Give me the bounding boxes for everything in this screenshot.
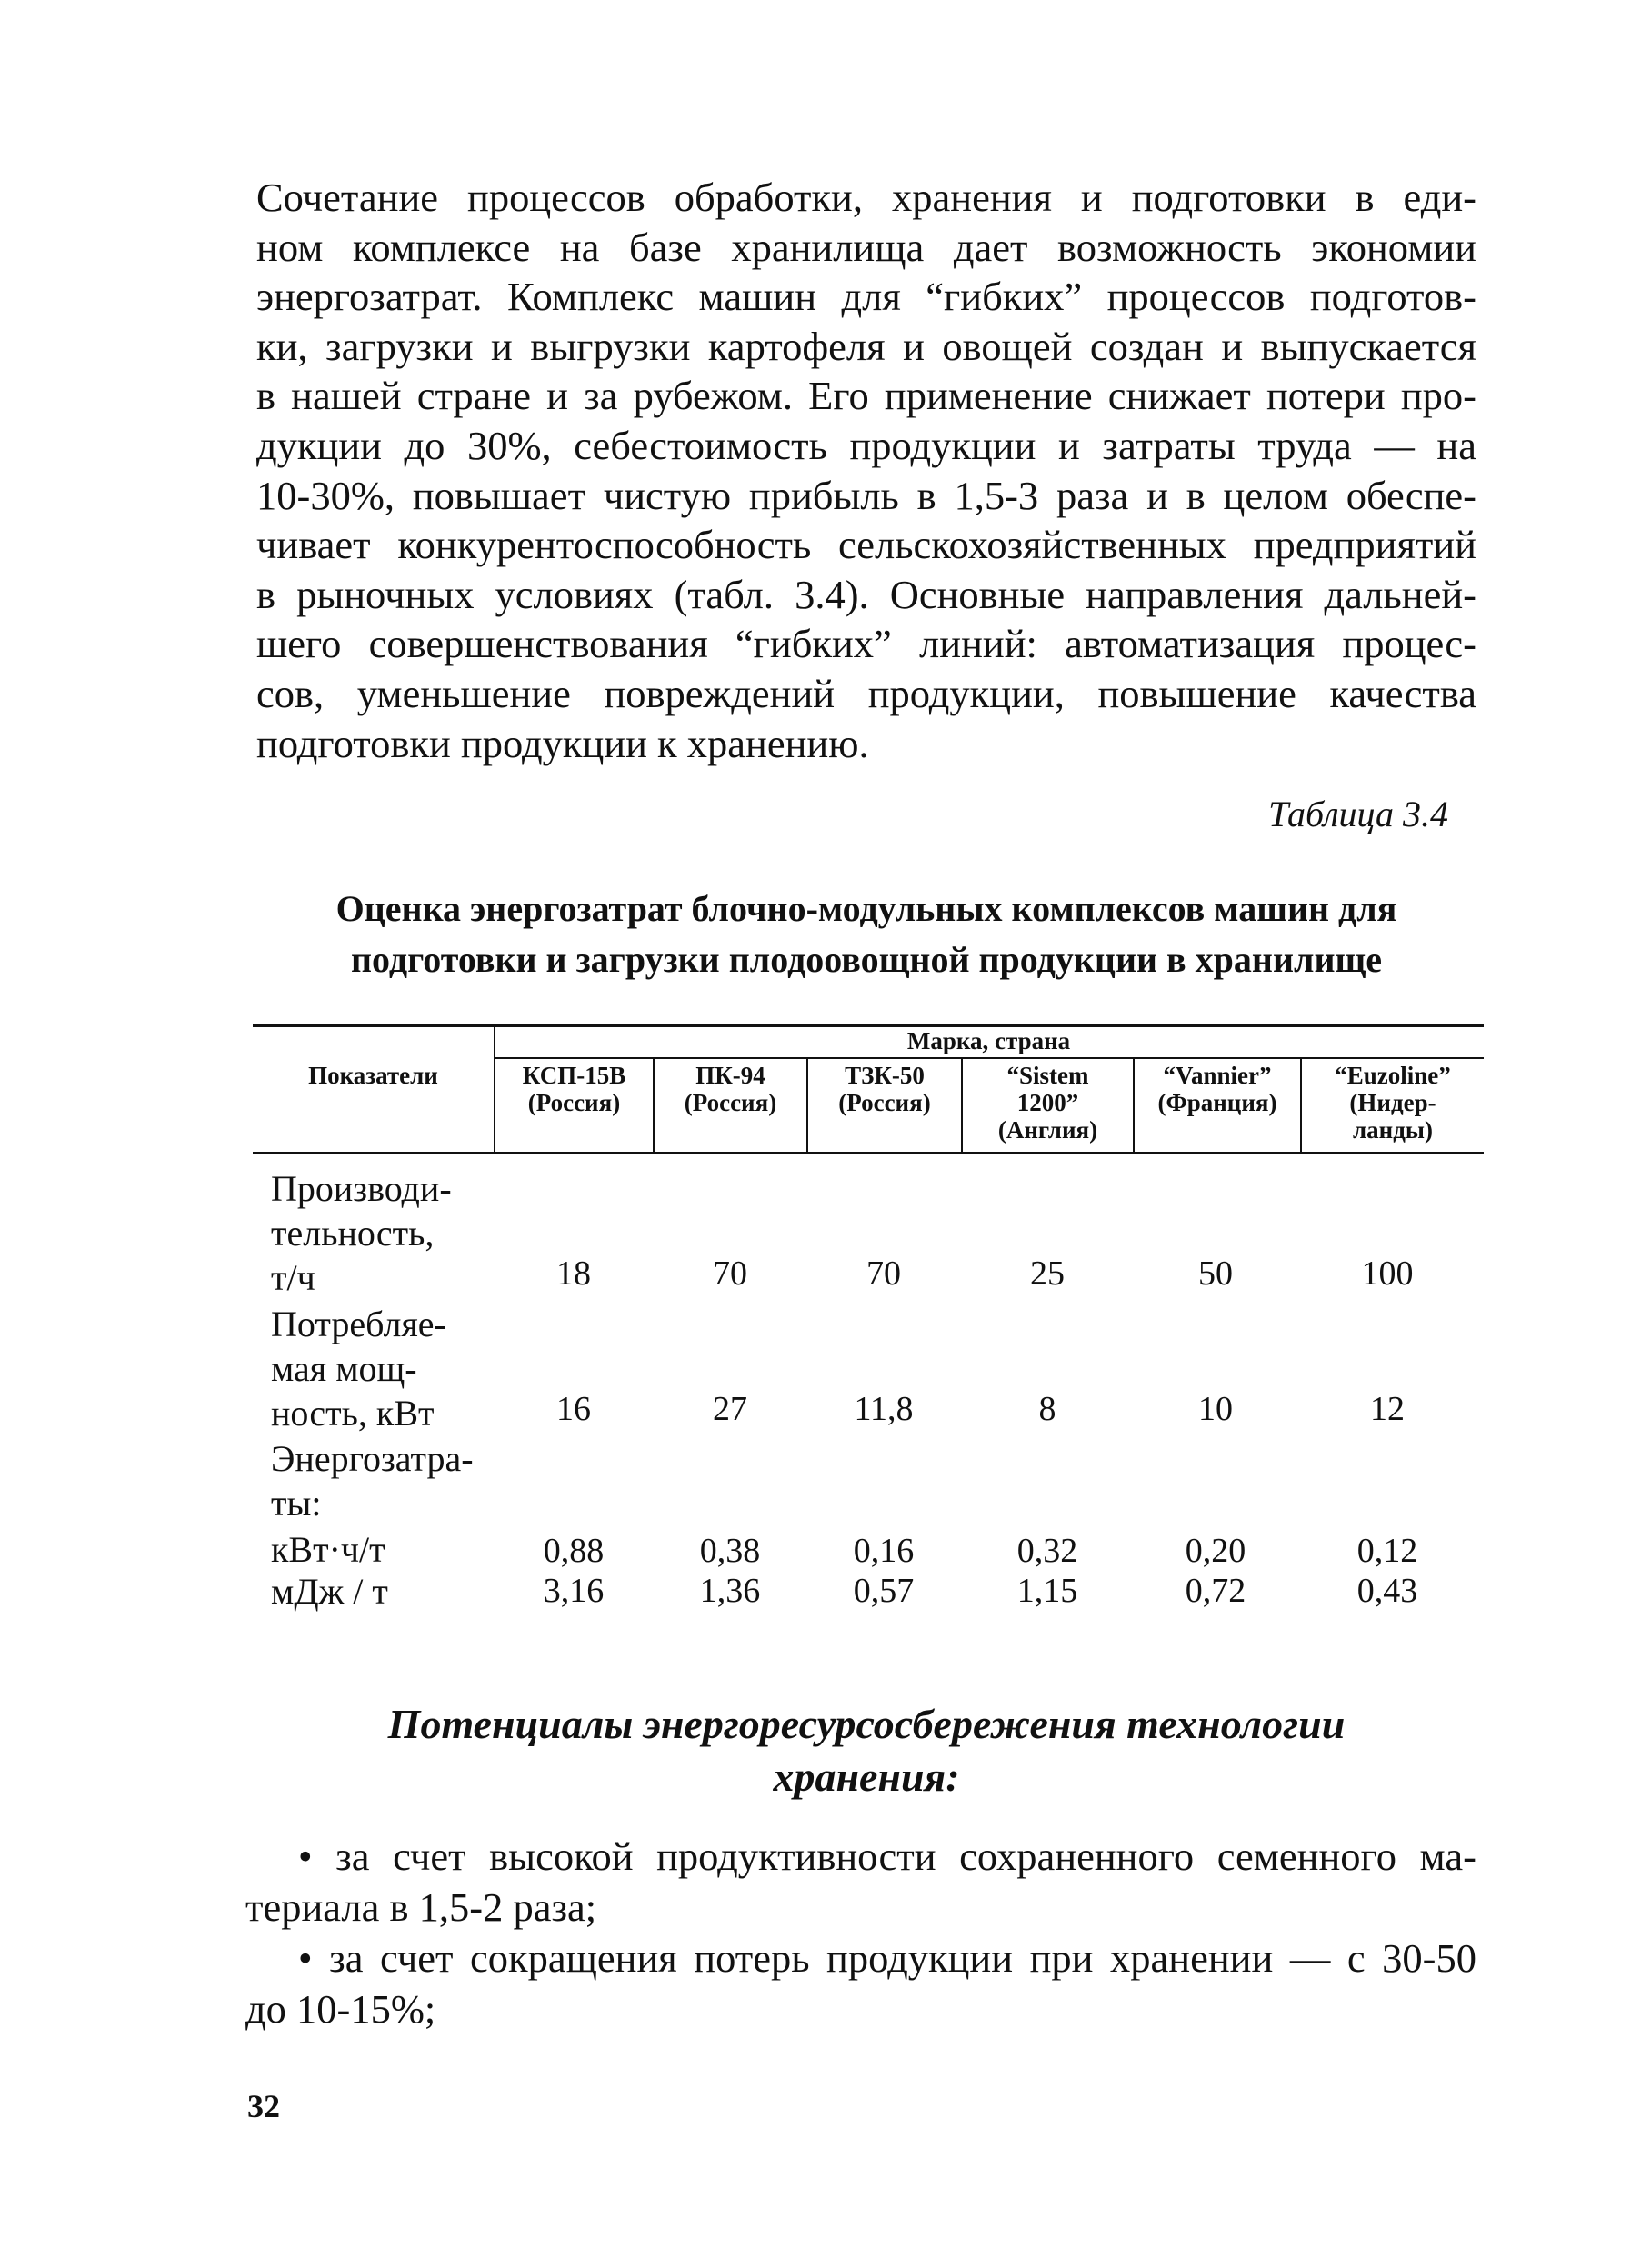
- page-number: 32: [247, 2088, 280, 2124]
- bullet-item: [245, 1933, 1476, 2034]
- row-label-power: [271, 1302, 446, 1435]
- paragraph-line: в нашей стране и за рубежом. Его применение снижает потери про-: [256, 373, 1476, 419]
- column-header-line: ланды): [1353, 1116, 1433, 1144]
- paragraph-line: в рыночных условиях (табл. 3.4). Основные направления дальней-: [256, 571, 1476, 617]
- row-label-line: тельность,: [271, 1213, 435, 1254]
- cell-value: 50: [1198, 1254, 1233, 1293]
- bullet-line: • за счет высокой продуктивности сохраненного семенного ма-: [298, 1833, 1476, 1879]
- stub-header: Показатели: [308, 1062, 438, 1089]
- paragraph-line: 10-30%, повышает чистую прибыль в 1,5-3 раза и в целом обеспе-: [256, 472, 1476, 518]
- column-header-line: ТЗК-50: [845, 1062, 925, 1089]
- header-bottom-rule: [253, 1152, 1484, 1154]
- column-header-line: (Россия): [527, 1089, 621, 1116]
- cell-value: 10: [1198, 1390, 1233, 1428]
- column-header-ksp15v: [495, 1062, 653, 1116]
- body-paragraph: [256, 173, 1476, 768]
- row-label-kwh: [271, 1527, 385, 1572]
- row-label-line: мДж / т: [271, 1571, 388, 1612]
- cell-value: 8: [1038, 1390, 1056, 1428]
- column-header-line: 1200”: [1016, 1089, 1079, 1116]
- column-header-line: (Россия): [838, 1089, 931, 1116]
- section-subheading: [256, 1698, 1476, 1803]
- cell-value: 11,8: [854, 1390, 914, 1428]
- bullet-item: [245, 1831, 1476, 1933]
- column-header-line: (Англия): [997, 1116, 1098, 1144]
- cell-value: 0,16: [853, 1532, 915, 1570]
- cell-value: 70: [713, 1254, 747, 1293]
- cell-value: 0,57: [853, 1572, 915, 1610]
- paragraph-line: энергозатрат. Комплекс машин для “гибких” процессов подготов-: [256, 274, 1476, 320]
- row-label-line: т/ч: [271, 1257, 315, 1298]
- column-header-line: “Vannier”: [1163, 1062, 1272, 1089]
- subheading-line: Потенциалы энергоресурсосбережения технологии: [387, 1701, 1346, 1747]
- cell-value: 0,12: [1356, 1532, 1418, 1570]
- row-label-line: Потребляе-: [271, 1304, 446, 1344]
- row-label-line: Производи-: [271, 1168, 452, 1209]
- bullet-line: до 10-15%;: [245, 1986, 436, 2032]
- cell-value: 0,32: [1016, 1532, 1078, 1570]
- table-title-line: Оценка энергозатрат блочно-модульных комплексов машин для: [335, 888, 1397, 929]
- column-header-tzk50: [808, 1062, 961, 1116]
- row-label-mj: [271, 1569, 388, 1614]
- column-header-pk94: [655, 1062, 806, 1116]
- column-header-line: ПК-94: [695, 1062, 765, 1089]
- row-label-line: ты:: [271, 1483, 322, 1524]
- cell-value: 25: [1030, 1254, 1065, 1293]
- cell-value: 0,72: [1185, 1572, 1246, 1610]
- paragraph-line: сов, уменьшение повреждений продукции, повышение качества: [256, 670, 1476, 716]
- cell-value: 18: [556, 1254, 591, 1293]
- column-header-vannier: [1135, 1062, 1300, 1116]
- column-header-line: “Sistem: [1006, 1062, 1089, 1089]
- column-header-line: (Нидер-: [1349, 1089, 1436, 1116]
- row-label-line: Энергозатра-: [271, 1438, 474, 1479]
- cell-value: 3,16: [543, 1572, 605, 1610]
- group-header-rule: [494, 1057, 1484, 1059]
- row-label-line: ность, кВт: [271, 1393, 435, 1434]
- column-header-line: “Euzoline”: [1335, 1062, 1451, 1089]
- row-label-productivity: [271, 1166, 452, 1300]
- row-label-line: мая мощ-: [271, 1348, 417, 1389]
- paragraph-line: ном комплексе на базе хранилища дает возможность экономии: [256, 224, 1476, 270]
- paragraph-line: Сочетание процессов обработки, хранения и подготовки в еди-: [256, 175, 1476, 220]
- cell-value: 1,15: [1016, 1572, 1078, 1610]
- column-header-sistem: [963, 1062, 1133, 1144]
- column-header-line: КСП-15В: [522, 1062, 626, 1089]
- paragraph-line: подготовки продукции к хранению.: [256, 720, 869, 766]
- bullet-line: териала в 1,5-2 раза;: [245, 1884, 597, 1930]
- cell-value: 70: [866, 1254, 901, 1293]
- cell-value: 0,38: [699, 1532, 761, 1570]
- cell-value: 12: [1370, 1390, 1405, 1428]
- cell-value: 100: [1361, 1254, 1414, 1293]
- cell-value: 1,36: [699, 1572, 761, 1610]
- column-header-euzoline: [1302, 1062, 1484, 1144]
- bullet-line: • за счет сокращения потерь продукции при хранении — с 30-50: [298, 1935, 1476, 1981]
- cell-value: 0,20: [1185, 1532, 1246, 1570]
- cell-value: 0,88: [543, 1532, 605, 1570]
- subheading-line: хранения:: [773, 1753, 960, 1800]
- table-number: Таблица 3.4: [1268, 794, 1448, 834]
- paragraph-line: шего совершенствования “гибких” линий: автоматизация процес-: [256, 621, 1476, 667]
- paragraph-line: чивает конкурентоспособность сельскохозяйственных предприятий: [256, 522, 1476, 568]
- group-header: Марка, страна: [906, 1027, 1071, 1054]
- cell-value: 0,43: [1356, 1572, 1418, 1610]
- paragraph-line: ки, загрузки и выгрузки картофеля и овощей создан и выпускается: [256, 323, 1476, 369]
- paragraph-line: дукции до 30%, себестоимость продукции и затраты труда — на: [256, 422, 1476, 468]
- table-title-line: подготовки и загрузки плодоовощной продукции в хранилище: [350, 939, 1383, 980]
- column-header-line: (Россия): [684, 1089, 777, 1116]
- cell-value: 16: [556, 1390, 591, 1428]
- row-label-energy: [271, 1436, 474, 1525]
- column-header-line: (Франция): [1157, 1089, 1277, 1116]
- cell-value: 27: [713, 1390, 747, 1428]
- row-label-line: кВт·ч/т: [271, 1529, 385, 1570]
- table-title: [256, 884, 1476, 985]
